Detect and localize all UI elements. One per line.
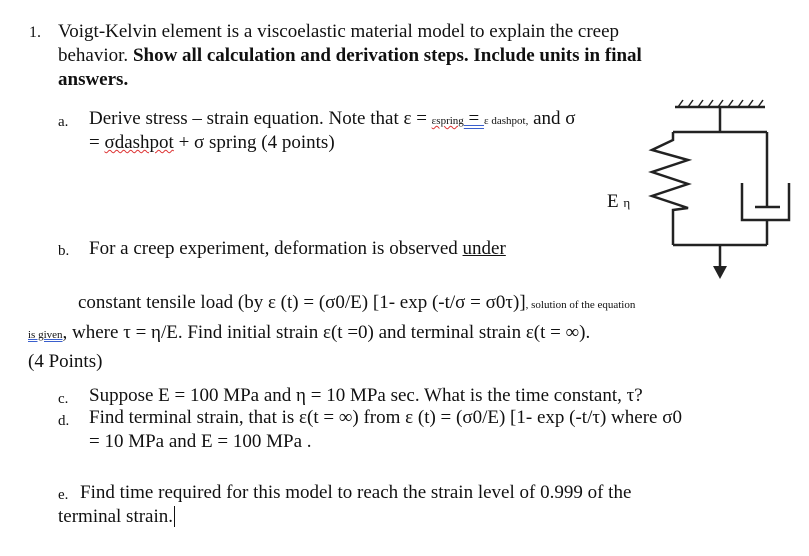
modulus-label <box>607 191 630 214</box>
bold-instruction: Show all calculation and derivation steps. Include units in final <box>132 45 642 66</box>
ground-hatch <box>675 100 765 107</box>
text: under <box>462 238 506 259</box>
part-e-line2[interactable] <box>58 506 175 528</box>
part-label: c. <box>58 391 69 407</box>
note: , solution of the equation <box>525 299 636 311</box>
part-label: d. <box>58 413 70 429</box>
part-label: b. <box>58 243 70 259</box>
text: Derive stress – strain equation. Note that ε = <box>89 108 432 129</box>
text-cursor <box>174 506 175 527</box>
sigma-dashpot: σdashpot <box>104 132 174 153</box>
part-e-line1: Find time required for this model to reach the strain level of 0.999 of the <box>80 482 632 503</box>
note: is given <box>28 329 63 341</box>
arrow-down-icon <box>713 266 727 279</box>
question-text-line3: answers. <box>58 69 129 90</box>
question-text-line1: Voigt-Kelvin element is a viscoelastic material model to explain the creep <box>58 21 620 42</box>
eta-label: η <box>623 195 631 210</box>
part-b-line3 <box>28 322 590 346</box>
text: For a creep experiment, deformation is observed <box>89 238 463 259</box>
part-b-line1 <box>89 238 506 260</box>
text: terminal strain. <box>58 506 174 527</box>
epsilon-spring: εspring <box>431 115 464 127</box>
epsilon-dashpot: ε dashpot, <box>484 115 529 127</box>
text: = <box>89 132 105 153</box>
part-b-points: (4 Points) <box>28 351 103 372</box>
E-label: E <box>607 191 619 212</box>
top-bar <box>673 107 767 132</box>
part-label: a. <box>58 114 69 130</box>
part-d-line1: Find terminal strain, that is ε(t = ∞) from ε (t) = (σ0/E) [1- exp (-t/τ) where σ0 <box>89 407 682 428</box>
bottom-bar <box>673 245 767 268</box>
part-c-text: Suppose E = 100 MPa and η = 10 MPa sec. What is the time constant, τ? <box>89 385 643 406</box>
part-b-line2 <box>78 292 635 316</box>
text: + σ spring (4 points) <box>173 132 335 153</box>
text: and σ <box>528 108 576 129</box>
part-label: e. <box>58 487 69 503</box>
dashpot-icon <box>742 132 789 245</box>
question-number: 1. <box>29 24 41 41</box>
text: constant tensile load (by ε (t) = (σ0/E) [1- exp (-t/σ = σ0τ)] <box>78 292 526 313</box>
text: = <box>463 108 485 129</box>
spring-icon <box>652 132 688 245</box>
text: , where τ = η/E. Find initial strain ε(t =0) and terminal strain ε(t = ∞). <box>62 322 591 343</box>
text: behavior. <box>58 45 133 66</box>
part-d-line2: = 10 MPa and E = 100 MPa . <box>89 431 312 452</box>
